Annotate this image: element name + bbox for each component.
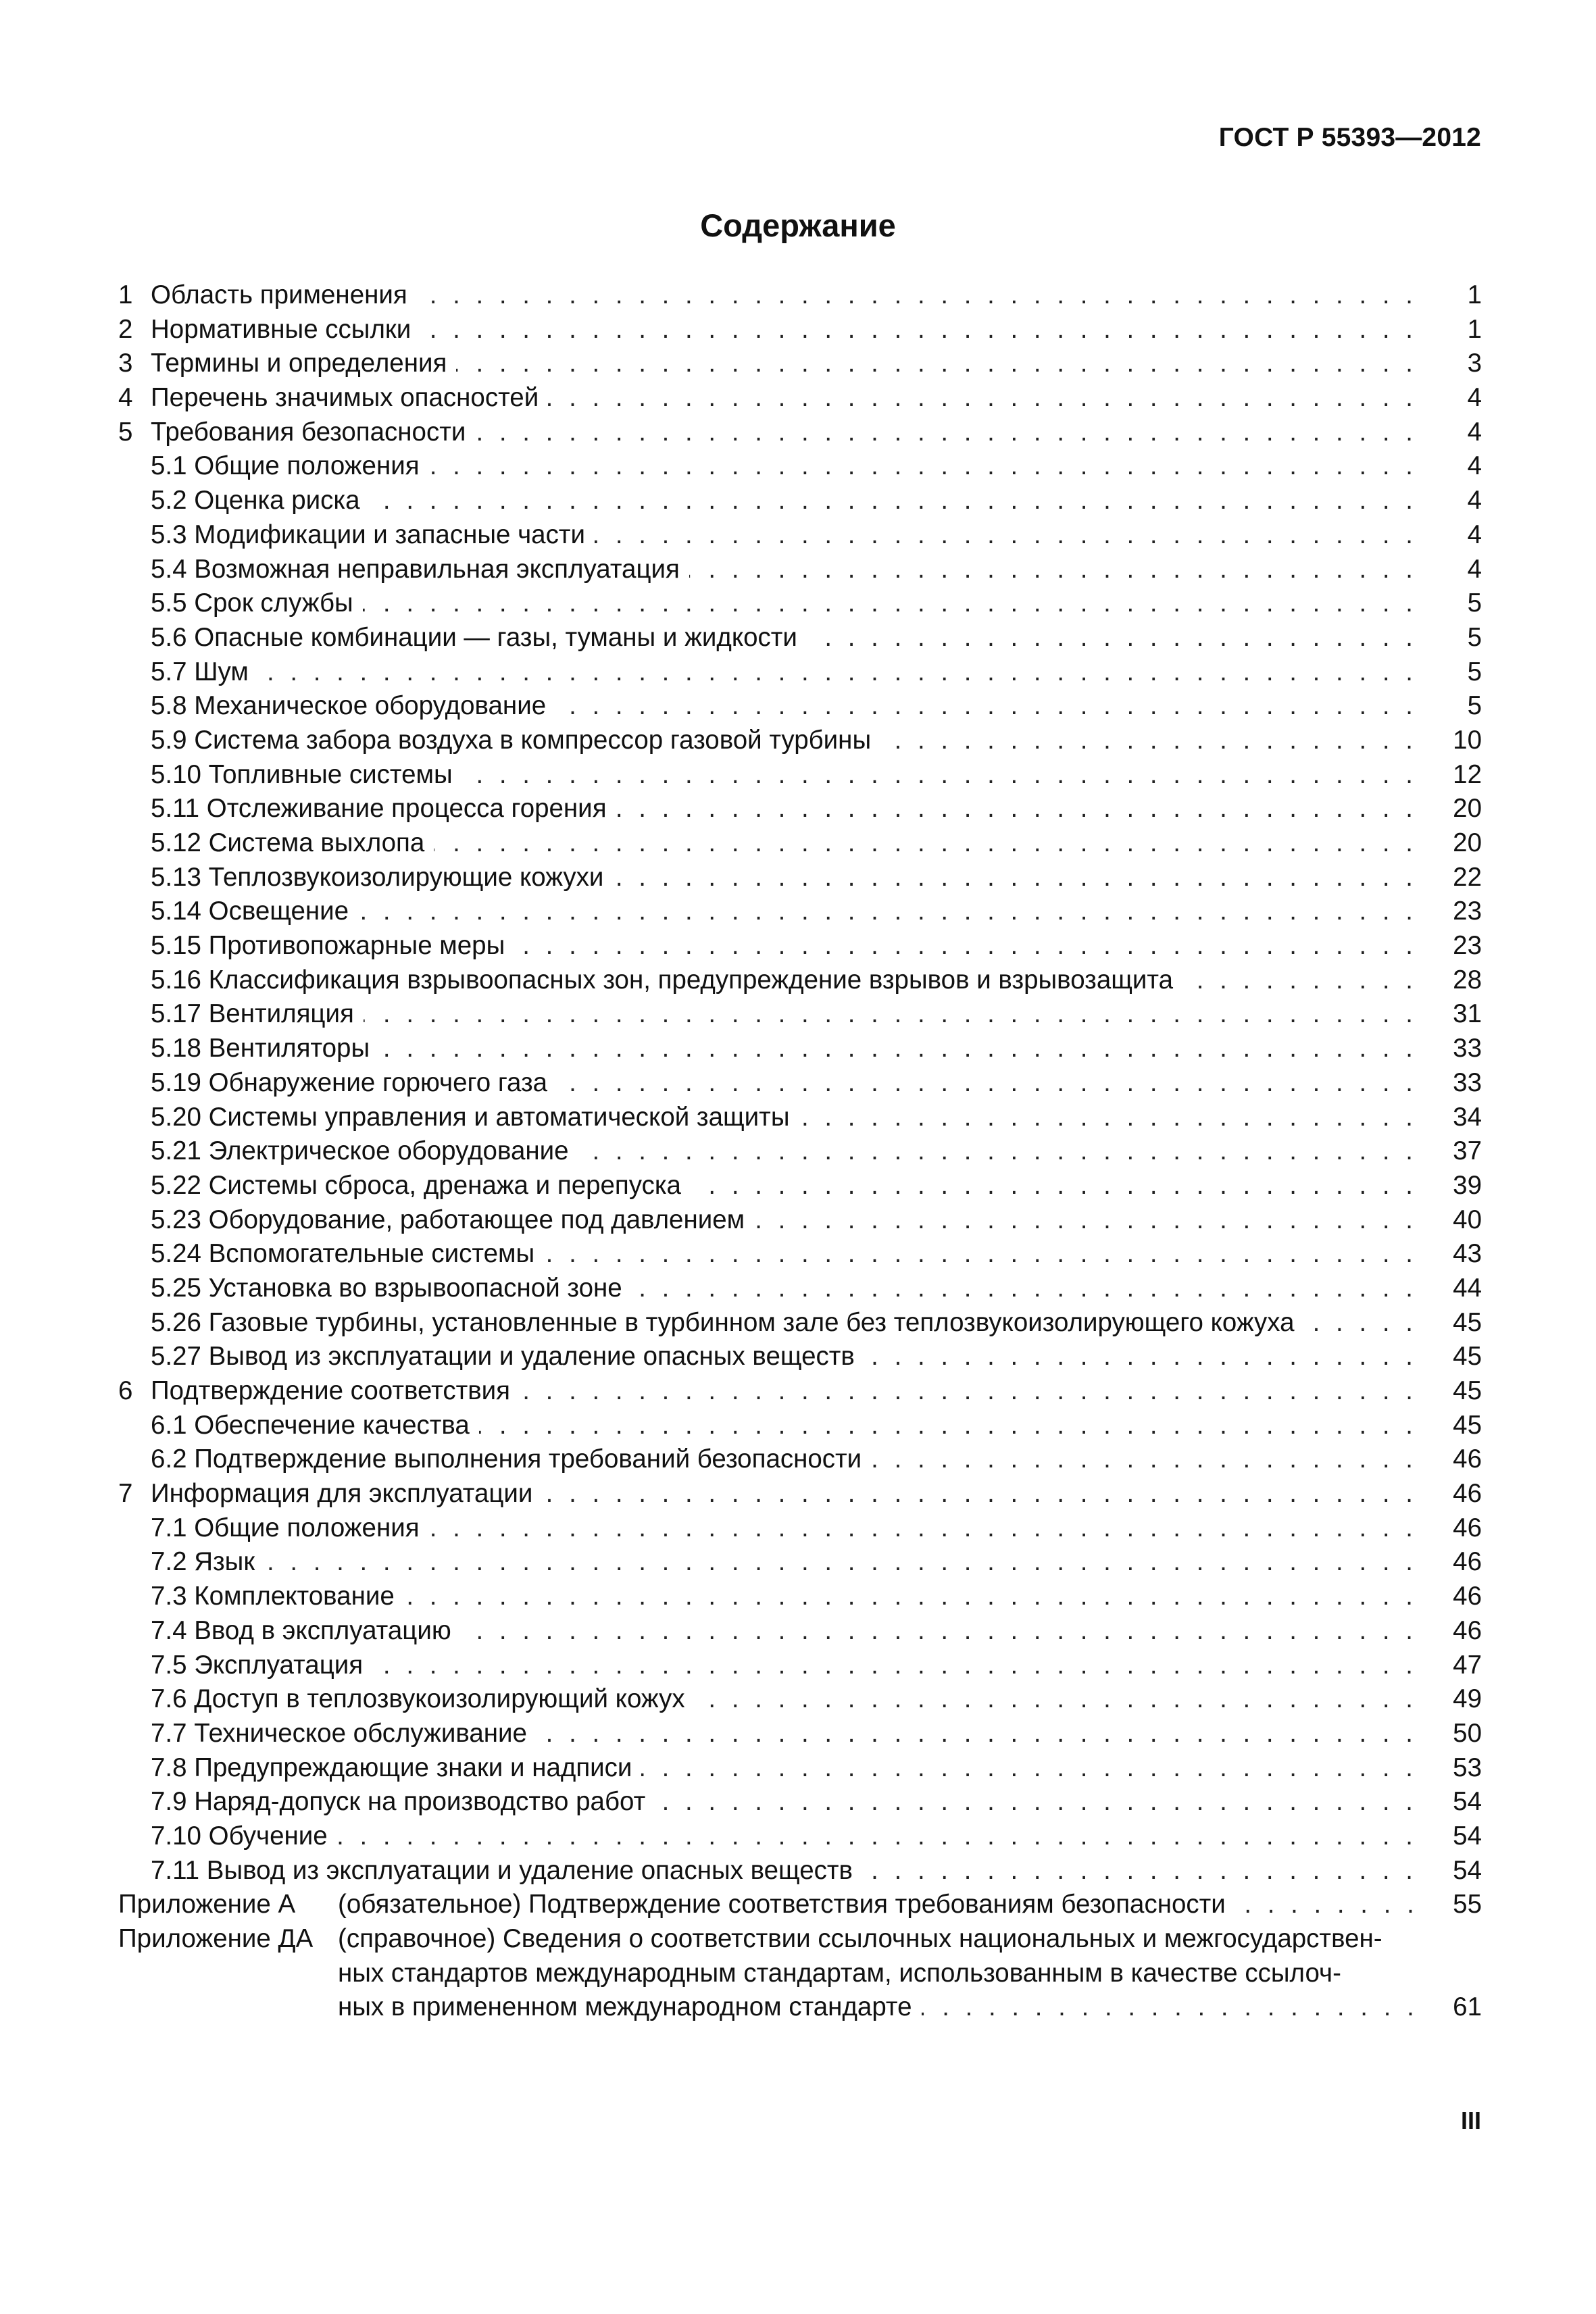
toc-entry-title: Область применения <box>151 280 417 309</box>
toc-entry-leader <box>151 1203 1418 1238</box>
toc-entry-leader <box>151 1409 1418 1443</box>
toc-entry[interactable] <box>118 758 1482 793</box>
toc-entry-page: 46 <box>1453 1479 1482 1509</box>
toc-entry-page: 4 <box>1467 417 1482 447</box>
toc-entry-leader <box>151 1511 1418 1546</box>
toc-entry-leader <box>151 1751 1418 1786</box>
toc-entry-title: 7.8 Предупреждающие знаки и надписи <box>151 1753 641 1782</box>
toc-entry-page: 46 <box>1453 1444 1482 1474</box>
annex-label: Приложение А <box>118 1890 296 1919</box>
toc-entry-title: 7.7 Техническое обслуживание <box>151 1719 537 1748</box>
toc-entry[interactable] <box>118 1545 1482 1580</box>
toc-annex-entry[interactable] <box>118 1922 1482 2025</box>
toc-entry[interactable] <box>118 1340 1482 1374</box>
toc-entry-title: 5.14 Освещение <box>151 897 358 926</box>
toc-entry-leader <box>151 895 1418 929</box>
toc-entry-leader <box>151 1649 1418 1683</box>
toc-entry-leader <box>151 929 1418 963</box>
toc-entry-page: 5 <box>1467 691 1482 721</box>
toc-entry-leader <box>151 1682 1418 1717</box>
toc-entry-page: 49 <box>1453 1684 1482 1714</box>
toc-entry-leader <box>151 1272 1418 1306</box>
toc-entry-leader <box>151 997 1418 1032</box>
toc-entry-leader <box>151 381 1418 416</box>
toc-entry[interactable] <box>118 1306 1482 1340</box>
toc-entry-leader <box>151 655 1418 690</box>
toc-entry-page: 5 <box>1467 657 1482 686</box>
toc-entry-title: Подтверждение соответствия <box>151 1376 520 1405</box>
toc-entry-title: 5.27 Вывод из эксплуатации и удаление опасных веществ <box>151 1342 864 1371</box>
toc-entry[interactable] <box>118 278 1482 313</box>
toc-entry-title: 5.7 Шум <box>151 657 258 686</box>
toc-entry-title: 5.22 Системы сброса, дренажа и перепуска <box>151 1171 691 1200</box>
toc-entry-page: 46 <box>1453 1615 1482 1645</box>
toc-entry[interactable] <box>118 1854 1482 1888</box>
toc-entry-title: 5.6 Опасные комбинации — газы, туманы и жидкости <box>151 623 807 652</box>
toc-entry-leader <box>151 1854 1418 1888</box>
toc-entry-title: 6.2 Подтверждение выполнения требований безопасности <box>151 1444 871 1474</box>
toc-entry-leader <box>151 1374 1418 1409</box>
toc-entry-page: 47 <box>1453 1650 1482 1680</box>
toc-annex-entry[interactable] <box>118 1888 1482 1922</box>
toc-entry-leader <box>151 621 1418 655</box>
toc-entry-title: 5.5 Срок службы <box>151 588 363 618</box>
toc-entry[interactable] <box>118 621 1482 655</box>
toc-entry-leader <box>151 347 1418 381</box>
toc-entry[interactable] <box>118 1374 1482 1409</box>
toc-entry[interactable] <box>118 1442 1482 1477</box>
toc-entry[interactable] <box>118 381 1482 416</box>
toc-entry-page: 54 <box>1453 1821 1482 1851</box>
toc-entry-leader <box>151 484 1418 518</box>
toc-entry-page: 4 <box>1467 383 1482 413</box>
toc-entry-title: 7.5 Эксплуатация <box>151 1651 372 1680</box>
annex-title <box>338 1888 1418 1922</box>
toc-entry-number: 5 <box>118 417 133 447</box>
toc-entry[interactable] <box>118 1751 1482 1786</box>
toc-entry[interactable] <box>118 1134 1482 1169</box>
toc-entry[interactable] <box>118 929 1482 963</box>
toc-entry-page: 44 <box>1453 1273 1482 1303</box>
toc-entry[interactable] <box>118 895 1482 929</box>
toc-entry-leader <box>151 1785 1418 1819</box>
toc-entry[interactable] <box>118 1066 1482 1101</box>
toc-entry-page: 46 <box>1453 1582 1482 1611</box>
toc-entry-page: 1 <box>1467 280 1482 309</box>
toc-entry-title: 5.26 Газовые турбины, установленные в турбинном зале без теплозвукоизолирующего кожуха <box>151 1308 1304 1337</box>
toc-entry-title: 5.19 Обнаружение горючего газа <box>151 1068 557 1097</box>
toc-entry-leader <box>151 792 1418 826</box>
toc-entry[interactable] <box>118 313 1482 347</box>
toc-entry-number: 7 <box>118 1479 133 1509</box>
toc-entry-page: 50 <box>1453 1718 1482 1748</box>
toc-entry-leader <box>151 313 1418 347</box>
toc-entry-page: 4 <box>1467 554 1482 584</box>
toc-entry-page: 46 <box>1453 1547 1482 1577</box>
toc-entry-page: 40 <box>1453 1205 1482 1234</box>
toc-entry-page: 45 <box>1453 1410 1482 1440</box>
page-title: Содержание <box>700 207 896 243</box>
toc-entry-title: 7.11 Вывод из эксплуатации и удаление опасных веществ <box>151 1856 862 1885</box>
toc-entry[interactable] <box>118 1511 1482 1546</box>
toc-entry-title: 5.12 Система выхлопа <box>151 828 434 857</box>
toc-entry[interactable] <box>118 449 1482 484</box>
toc-entry[interactable] <box>118 963 1482 998</box>
toc-entry[interactable] <box>118 1409 1482 1443</box>
toc-entry-title: 5.20 Системы управления и автоматической защиты <box>151 1103 799 1132</box>
toc-entry-page: 4 <box>1467 451 1482 481</box>
toc-entry-page: 23 <box>1453 897 1482 926</box>
toc-entry[interactable] <box>118 1272 1482 1306</box>
toc-entry-page: 31 <box>1453 999 1482 1029</box>
toc-entry-leader <box>151 861 1418 895</box>
toc-entry-page: 5 <box>1467 622 1482 652</box>
toc-entry-title: 5.1 Общие положения <box>151 451 429 480</box>
toc-entry-page: 45 <box>1453 1376 1482 1405</box>
toc-entry[interactable] <box>118 1101 1482 1135</box>
toc-entry[interactable] <box>118 792 1482 826</box>
toc-entry-leader <box>151 278 1418 313</box>
toc-entry-title: 7.2 Язык <box>151 1547 264 1576</box>
toc-entry-title: 7.3 Комплектование <box>151 1582 404 1611</box>
toc-entry-leader <box>151 724 1418 758</box>
toc-entry[interactable] <box>118 1032 1482 1066</box>
toc-entry-leader <box>151 689 1418 724</box>
toc-entry[interactable] <box>118 1785 1482 1819</box>
toc-entry-title: 5.21 Электрическое оборудование <box>151 1136 578 1165</box>
toc-entry-page: 34 <box>1453 1102 1482 1132</box>
toc-entry-title: 5.8 Механическое оборудование <box>151 691 555 720</box>
toc-entry-title: 7.1 Общие положения <box>151 1513 429 1542</box>
toc-entry[interactable] <box>118 655 1482 690</box>
toc-entry-title: 5.23 Оборудование, работающее под давлением <box>151 1205 754 1234</box>
toc-entry-page: 1 <box>1467 314 1482 344</box>
toc-entry-page: 45 <box>1453 1342 1482 1372</box>
table-of-contents <box>118 278 1482 2025</box>
toc-entry-title: 5.18 Вентиляторы <box>151 1034 379 1063</box>
toc-entry-page: 23 <box>1453 931 1482 961</box>
toc-entry-leader <box>151 1066 1418 1101</box>
toc-entry[interactable] <box>118 553 1482 587</box>
toc-entry-leader <box>151 758 1418 793</box>
toc-entry-page: 4 <box>1467 486 1482 515</box>
toc-entry-page: 37 <box>1453 1136 1482 1166</box>
toc-entry[interactable] <box>118 861 1482 895</box>
toc-entry-leader <box>151 1032 1418 1066</box>
toc-entry[interactable] <box>118 416 1482 450</box>
standard-code: ГОСТ Р 55393—2012 <box>1218 123 1481 152</box>
toc-entry[interactable] <box>118 1819 1482 1854</box>
annex-title <box>338 1922 1418 2025</box>
toc-entry-leader <box>151 1614 1418 1649</box>
toc-entry-leader <box>151 1101 1418 1135</box>
toc-entry[interactable] <box>118 1682 1482 1717</box>
toc-entry[interactable] <box>118 1649 1482 1683</box>
toc-entry-title: 5.2 Оценка риска <box>151 486 370 515</box>
toc-entry-page: 3 <box>1467 349 1482 378</box>
toc-entry-title: 5.15 Противопожарные меры <box>151 931 514 960</box>
toc-entry-title: 5.10 Топливные системы <box>151 760 462 789</box>
toc-entry-leader <box>151 826 1418 861</box>
toc-entry-page: 10 <box>1453 725 1482 755</box>
toc-entry-leader <box>151 963 1418 998</box>
toc-entry-title: 5.11 Отслеживание процесса горения <box>151 794 616 823</box>
toc-entry-title: 5.9 Система забора воздуха в компрессор газовой турбины <box>151 726 880 755</box>
toc-entry-title: Требования безопасности <box>151 418 475 447</box>
toc-entry-leader <box>151 1237 1418 1272</box>
toc-entry-number: 4 <box>118 383 133 413</box>
toc-entry-title: 5.25 Установка во взрывоопасной зоне <box>151 1274 632 1303</box>
toc-entry-page: 22 <box>1453 862 1482 892</box>
toc-entry-number: 6 <box>118 1376 133 1405</box>
toc-entry-leader <box>151 1717 1418 1751</box>
toc-entry-page: 20 <box>1453 828 1482 857</box>
toc-entry-title: 7.4 Ввод в эксплуатацию <box>151 1616 461 1645</box>
toc-entry-page: 28 <box>1453 965 1482 995</box>
toc-entry[interactable] <box>118 1237 1482 1272</box>
toc-entry-leader <box>151 586 1418 621</box>
toc-entry-page: 46 <box>1453 1513 1482 1542</box>
toc-entry-title: 7.6 Доступ в теплозвукоизолирующий кожух <box>151 1684 695 1713</box>
toc-entry-number: 1 <box>118 280 133 309</box>
toc-entry[interactable] <box>118 689 1482 724</box>
toc-entry-number: 3 <box>118 349 133 378</box>
toc-entry-page: 5 <box>1467 588 1482 618</box>
toc-entry-page: 54 <box>1453 1787 1482 1817</box>
toc-entry-page: 53 <box>1453 1753 1482 1782</box>
toc-entry-page: 43 <box>1453 1239 1482 1269</box>
annex-page: 61 <box>1453 1992 1482 2022</box>
toc-entry[interactable] <box>118 347 1482 381</box>
toc-entry-page: 4 <box>1467 520 1482 549</box>
toc-entry[interactable] <box>118 724 1482 758</box>
toc-entry-leader <box>151 1442 1418 1477</box>
toc-entry-title: 5.17 Вентиляция <box>151 999 364 1028</box>
toc-entry-title: Перечень значимых опасностей <box>151 383 548 412</box>
toc-entry-page: 20 <box>1453 794 1482 824</box>
toc-entry-title: Термины и определения <box>151 349 456 378</box>
toc-entry-title: 5.4 Возможная неправильная эксплуатация <box>151 555 689 584</box>
toc-entry[interactable] <box>118 586 1482 621</box>
toc-entry-title: 5.16 Классификация взрывоопасных зон, предупреждение взрывов и взрывозащита <box>151 965 1182 995</box>
toc-entry-leader <box>151 1134 1418 1169</box>
toc-entry-title: 7.10 Обучение <box>151 1821 337 1851</box>
toc-entry-page: 12 <box>1453 759 1482 789</box>
annex-page: 55 <box>1453 1890 1482 1919</box>
toc-entry-title: 5.24 Вспомогательные системы <box>151 1239 544 1268</box>
toc-entry[interactable] <box>118 518 1482 553</box>
toc-entry[interactable] <box>118 1169 1482 1203</box>
toc-entry-page: 39 <box>1453 1170 1482 1200</box>
toc-entry[interactable] <box>118 1717 1482 1751</box>
toc-entry[interactable] <box>118 1580 1482 1614</box>
toc-entry-title: Информация для эксплуатации <box>151 1479 542 1508</box>
page-number: III <box>1460 2107 1481 2134</box>
toc-entry-page: 33 <box>1453 1067 1482 1097</box>
toc-entry[interactable] <box>118 826 1482 861</box>
toc-entry-leader <box>151 449 1418 484</box>
toc-entry[interactable] <box>118 997 1482 1032</box>
toc-entry-leader <box>151 1340 1418 1374</box>
annex-label: Приложение ДА <box>118 1924 314 1953</box>
toc-entry-title: 7.9 Наряд-допуск на производство работ <box>151 1787 655 1816</box>
toc-entry-leader <box>151 1477 1418 1511</box>
toc-entry-leader <box>151 1169 1418 1203</box>
toc-entry-title: 6.1 Обеспечение качества <box>151 1411 479 1440</box>
toc-entry-leader <box>151 416 1418 450</box>
toc-entry[interactable] <box>118 484 1482 518</box>
annex-title-line: (обязательное) Подтверждение соответствия требованиям безопасности <box>338 1890 1235 1919</box>
annex-title-line: (справочное) Сведения о соответствии ссылочных национальных и межгосударствен- <box>338 1924 1382 1953</box>
toc-entry[interactable] <box>118 1614 1482 1649</box>
annex-title-line: ных в примененном международном стандарте <box>338 1992 922 2021</box>
toc-entry-leader <box>151 518 1418 553</box>
toc-entry-title: Нормативные ссылки <box>151 315 420 344</box>
toc-entry-leader <box>151 1306 1418 1340</box>
toc-entry-leader <box>151 1819 1418 1854</box>
toc-entry[interactable] <box>118 1477 1482 1511</box>
annex-title-line: ных стандартов международным стандартам, использованным в качестве ссылоч- <box>338 1958 1341 1988</box>
toc-entry-title: 5.3 Модификации и запасные части <box>151 520 595 549</box>
toc-entry-leader <box>151 1580 1418 1614</box>
toc-entry-page: 45 <box>1453 1307 1482 1337</box>
toc-entry-number: 2 <box>118 314 133 344</box>
toc-entry[interactable] <box>118 1203 1482 1238</box>
toc-entry-page: 33 <box>1453 1034 1482 1063</box>
toc-entry-leader <box>151 1545 1418 1580</box>
toc-entry-leader <box>151 553 1418 587</box>
toc-entry-title: 5.13 Теплозвукоизолирующие кожухи <box>151 863 613 892</box>
toc-entry-page: 54 <box>1453 1855 1482 1885</box>
